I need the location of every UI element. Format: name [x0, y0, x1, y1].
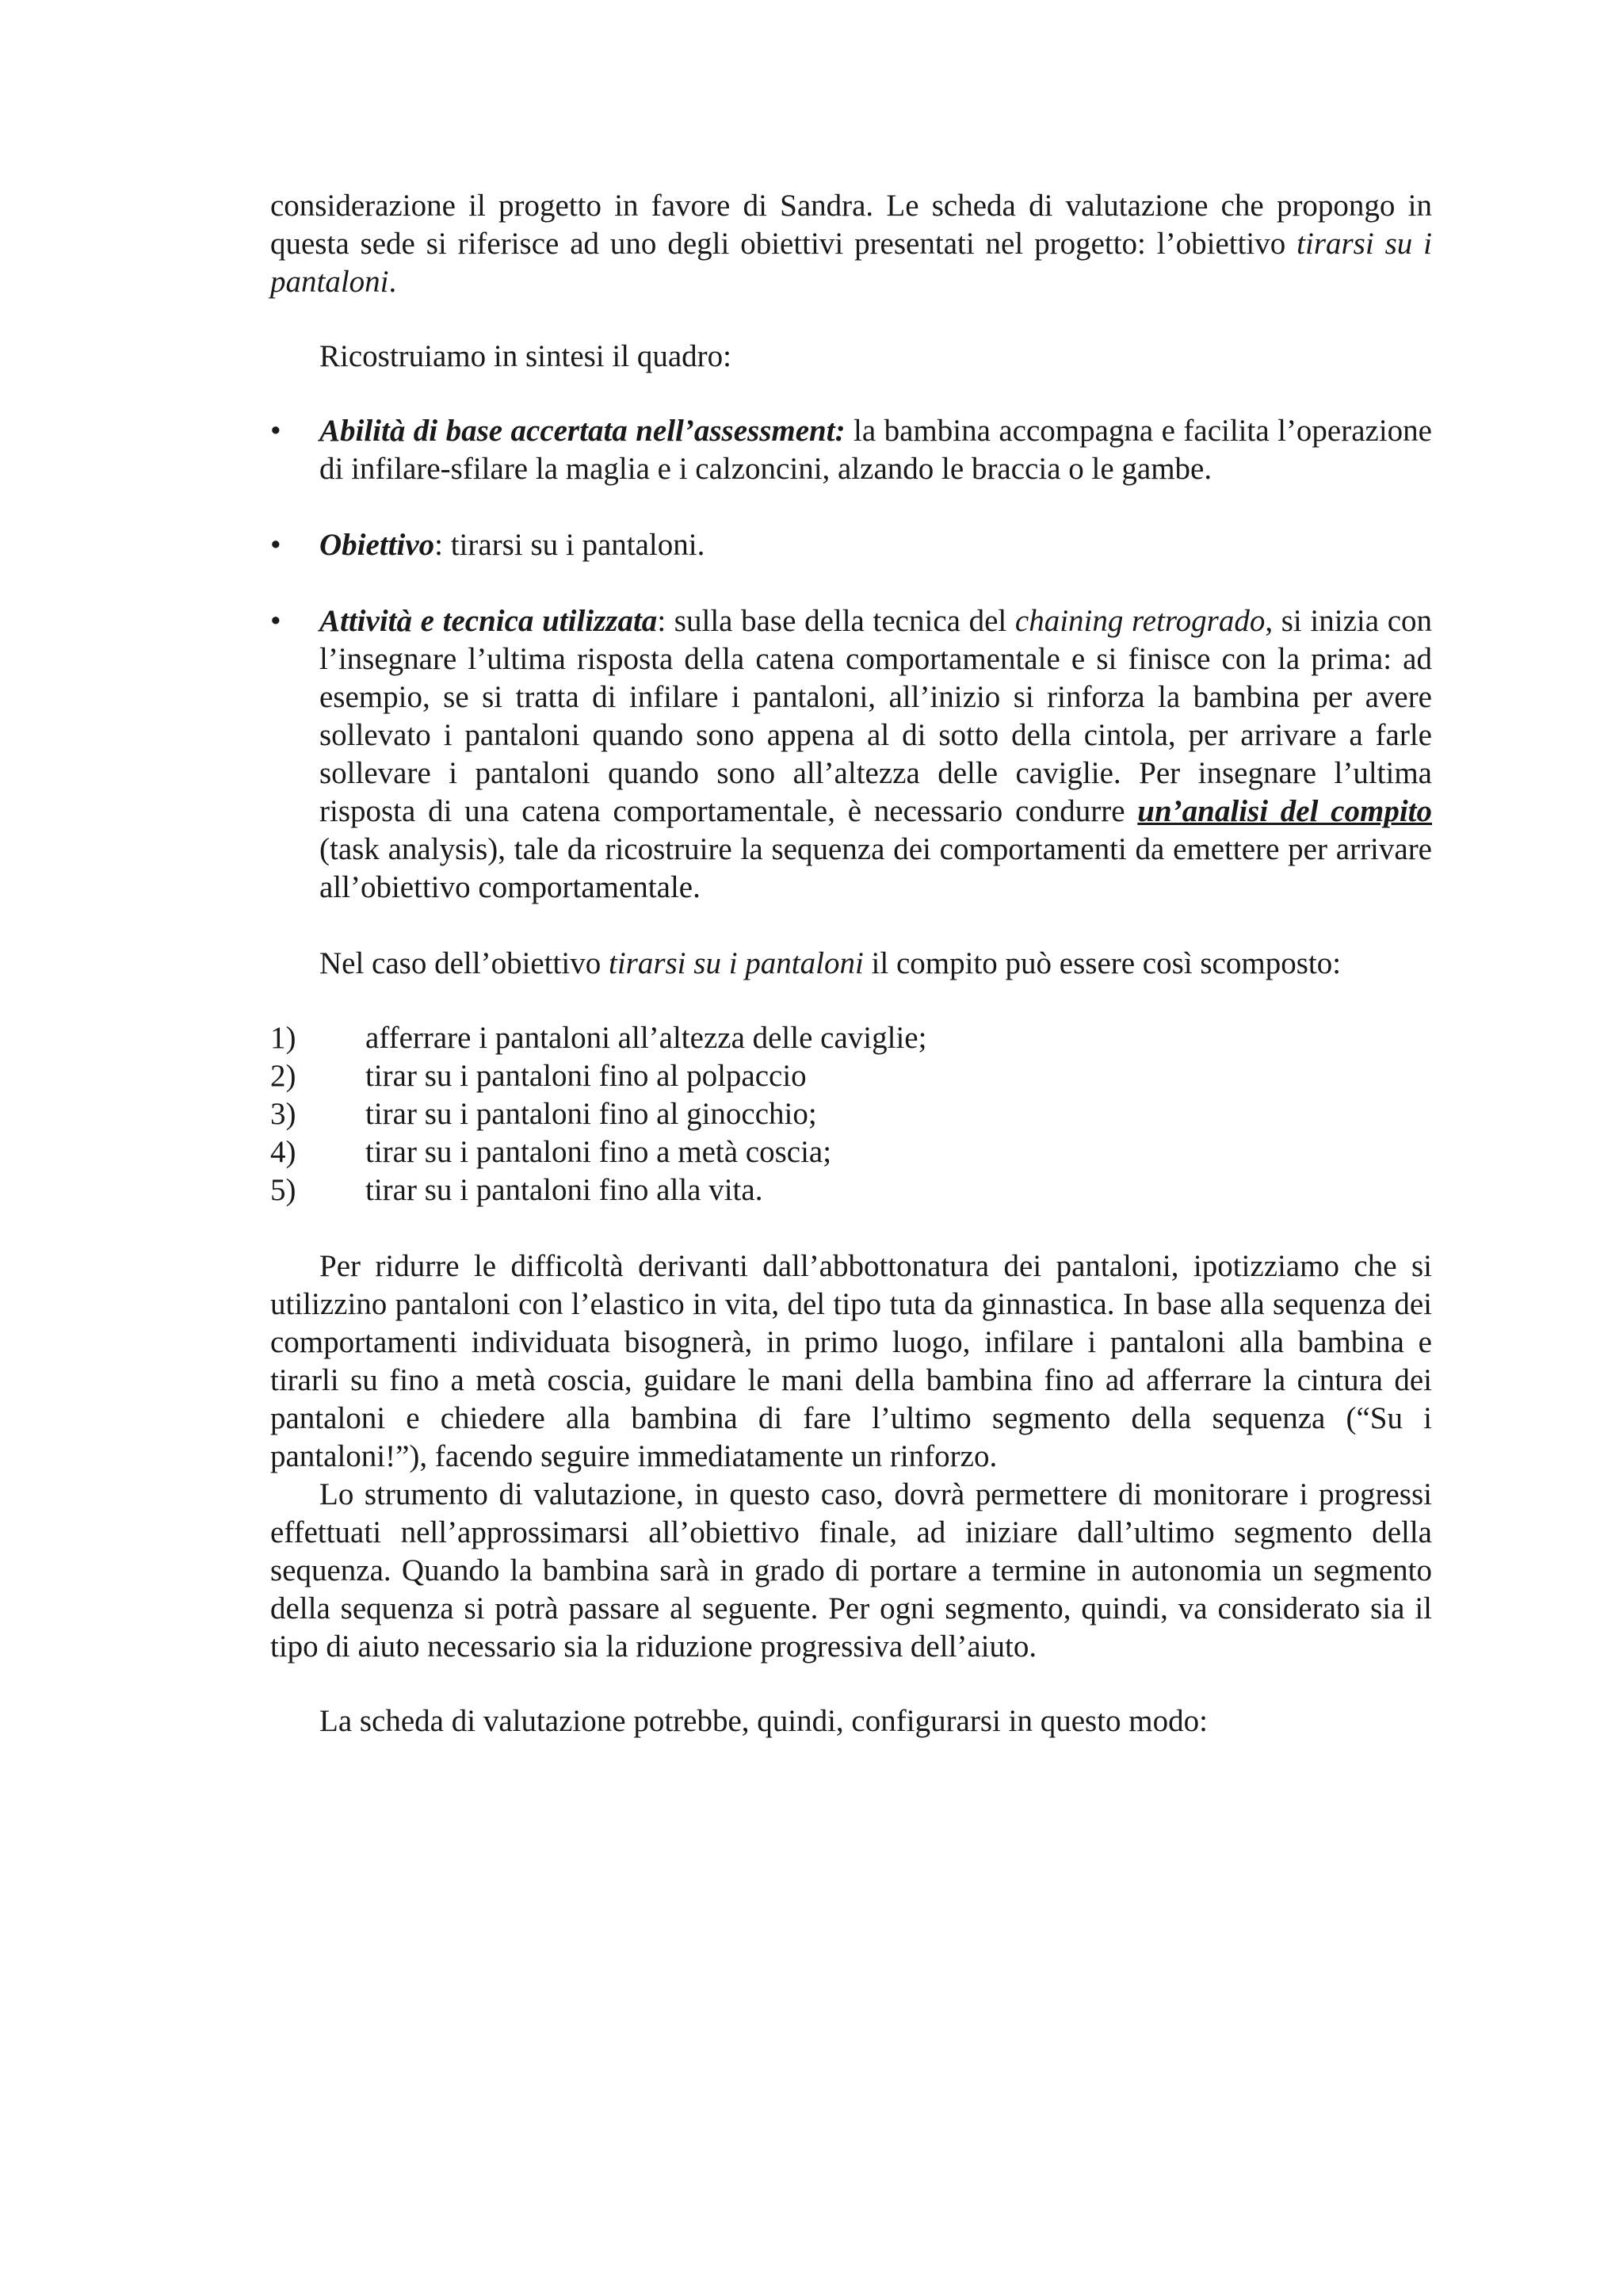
- step-number: 2): [270, 1059, 296, 1093]
- step-item: [270, 1133, 1432, 1171]
- step-text: afferrare i pantaloni all’altezza delle caviglie;: [365, 1021, 927, 1055]
- step-number: 1): [270, 1021, 296, 1055]
- summary-list: [270, 412, 1432, 907]
- closing-paragraph: La scheda di valutazione potrebbe, quindi, configurarsi in questo modo:: [319, 1704, 1208, 1738]
- summary-intro: Ricostruiamo in sintesi il quadro:: [319, 339, 731, 373]
- step-item: [270, 1171, 1432, 1209]
- list-item-goal: [270, 526, 1432, 564]
- task-analysis-emphasis: un’analisi del compito: [1137, 794, 1432, 828]
- task-intro-paragraph: [270, 945, 1432, 983]
- bullet-icon: •: [270, 604, 281, 638]
- step-text: tirar su i pantaloni fino a metà coscia;: [365, 1135, 832, 1169]
- step-text: tirar su i pantaloni fino al polpaccio: [365, 1059, 807, 1093]
- goal-label: Obiettivo: [319, 528, 435, 562]
- technique-italic: chaining retrogrado: [1014, 604, 1266, 638]
- intro-text-b: .: [388, 265, 397, 299]
- technique-text-c: (task analysis), tale da ricostruire la sequenza dei comportamenti da emettere per arrivare all’obiettivo comportamentale.: [319, 832, 1432, 904]
- step-number: 3): [270, 1097, 296, 1131]
- step-item: [270, 1019, 1432, 1057]
- bullet-icon: •: [270, 528, 281, 562]
- task-intro-text-b: il compito può essere così scomposto:: [863, 946, 1342, 980]
- evaluation-tool-paragraph: Lo strumento di valutazione, in questo caso, dovrà permettere di monitorare i progressi effettuati nell’approssimarsi all’obiettivo finale, ad iniziare dall’ultimo segmento della sequenza. Quando la bambina sarà in grado di portare a termine in autonomia un segmento della sequenza si potrà passare al seguente. Per ogni segmento, quindi, va considerato sia il tipo di aiuto necessario sia la riduzione progressiva dell’aiuto.: [270, 1477, 1432, 1664]
- technique-label: Attività e tecnica utilizzata: [319, 604, 658, 638]
- reduce-difficulty-paragraph: Per ridurre le difficoltà derivanti dall’abbottonatura dei pantaloni, ipotizziamo che si utilizzino pantaloni con l’elastico in vita, del tipo tuta da ginnastica. In base alla sequenza dei comportamenti individuata bisognerà, in primo luogo, infilare i pantaloni alla bambina e tirarli su fino a metà coscia, guidare le mani della bambina fino ad afferrare la cintura dei pantaloni e chiedere alla bambina di fare l’ultimo segmento della sequenza (“Su i pantaloni!”), facendo seguire immediatamente un rinforzo.: [270, 1249, 1432, 1473]
- document-page: [270, 187, 1432, 1740]
- list-item-skill: [270, 412, 1432, 488]
- step-text: tirar su i pantaloni fino al ginocchio;: [365, 1097, 817, 1131]
- goal-text: : tirarsi su i pantaloni.: [434, 528, 705, 562]
- step-number: 4): [270, 1135, 296, 1169]
- technique-text-a: : sulla base della tecnica del: [657, 604, 1015, 638]
- intro-paragraph: [270, 187, 1432, 301]
- step-number: 5): [270, 1173, 296, 1207]
- list-item-technique: [270, 602, 1432, 907]
- task-intro-italic: tirarsi su i pantaloni: [608, 946, 864, 980]
- intro-text-a: considerazione il progetto in favore di Sandra. Le scheda di valutazione che propongo in questa sede si riferisce ad uno degli obiettivi presentati nel progetto: l’obiettivo: [270, 189, 1432, 261]
- step-text: tirar su i pantaloni fino alla vita.: [365, 1173, 763, 1207]
- intro-goal-italic: tirarsi su i pantaloni: [270, 227, 1432, 299]
- bullet-icon: •: [270, 414, 281, 448]
- skill-text: la bambina accompagna e facilita l’operazione di infilare-sfilare la maglia e i calzoncini, alzando le braccia o le gambe.: [319, 414, 1432, 486]
- task-intro-text-a: Nel caso dell’obiettivo: [319, 946, 609, 980]
- step-item: [270, 1095, 1432, 1133]
- skill-label: Abilità di base accertata nell’assessment:: [319, 414, 846, 448]
- step-item: [270, 1057, 1432, 1095]
- technique-text-b: , si inizia con l’insegnare l’ultima risposta della catena comportamentale e si finisce con la prima: ad esempio, se si tratta di infilare i pantaloni, all’inizio si rinforza la bambina per avere sollevato i pantaloni quando sono appena al di sotto della cintola, per arrivare a farle sollevare i pantaloni quando sono all’altezza delle caviglie. Per insegnare l’ultima risposta di una catena comportamentale, è necessario condurre: [319, 604, 1433, 828]
- task-steps-list: [270, 1019, 1432, 1209]
